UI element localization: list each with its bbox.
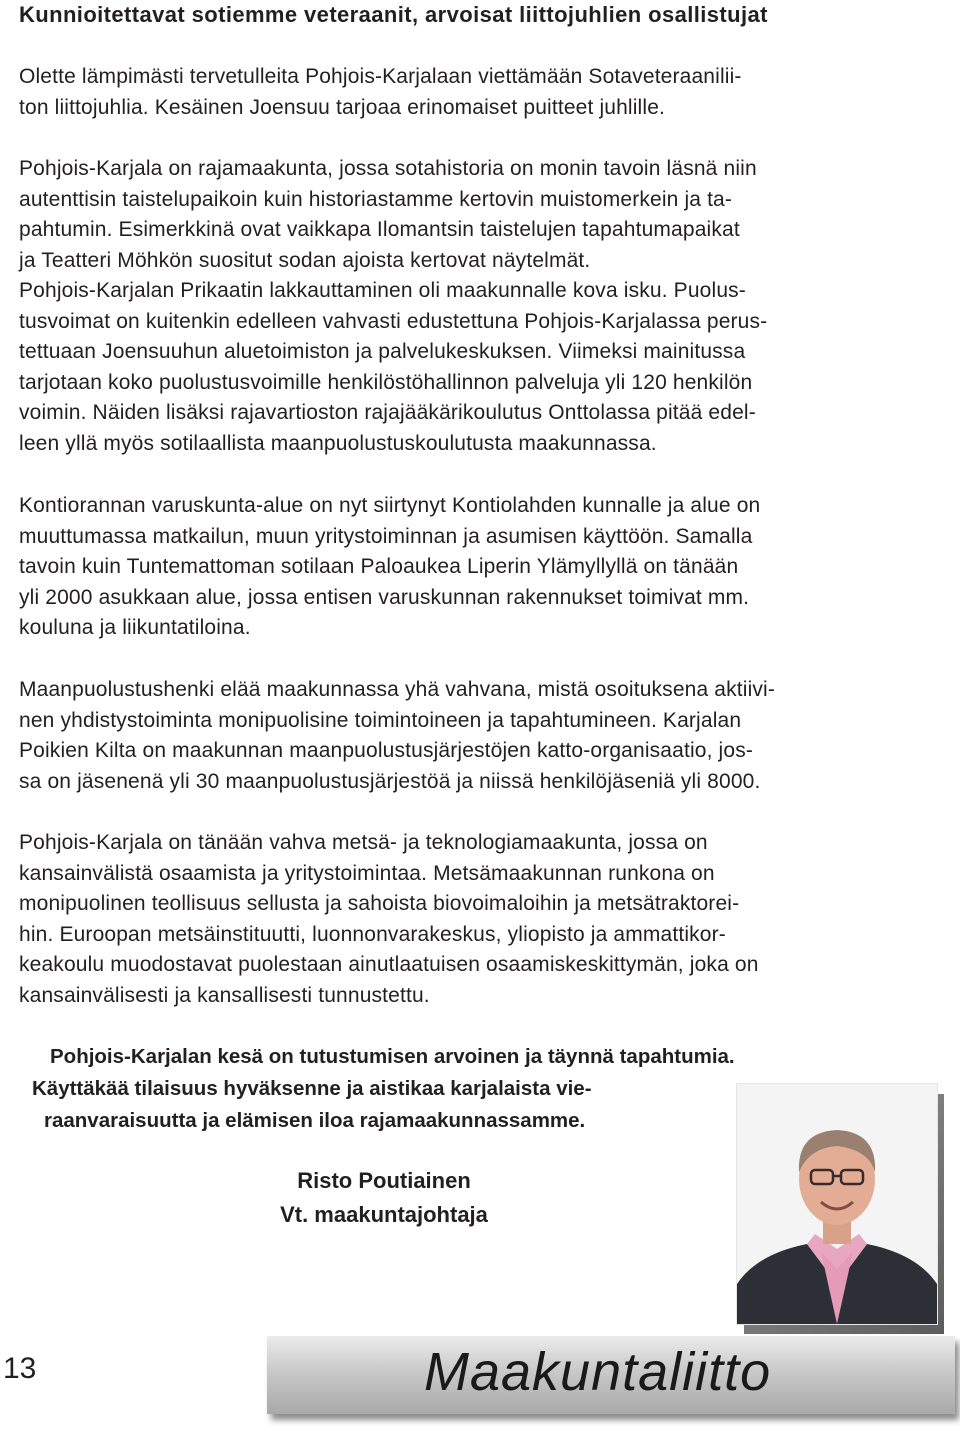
- paragraph-line: tusvoimat on kuitenkin edelleen vahvasti edustettuna Pohjois-Karjalassa perus-: [19, 309, 768, 333]
- paragraph-line: leen yllä myös sotilaallista maanpuolustuskoulutusta maakunnassa.: [19, 431, 657, 455]
- closing-line: raanvaraisuutta ja elämisen iloa rajamaakunnassamme.: [44, 1109, 586, 1132]
- page-number: 13: [3, 1352, 37, 1385]
- paragraph-line: tarjotaan koko puolustusvoimille henkilöstöhallinnon palveluja yli 120 henkilön: [19, 370, 753, 394]
- paragraph-line: tavoin kuin Tuntemattoman sotilaan Paloaukea Liperin Ylämyllyllä on tänään: [19, 555, 739, 578]
- page-title: Kunnioitettavat sotiemme veteraanit, arvoisat liittojuhlien osallistujat: [19, 2, 768, 27]
- paragraph-line: voimin. Näiden lisäksi rajavartioston rajajääkärikoulutus Onttolassa pitää edel-: [19, 401, 756, 424]
- paragraph-line: pahtumin. Esimerkkinä ovat vaikkapa Ilomantsin taistelujen tapahtumapaikat: [19, 218, 740, 241]
- paragraph-line: sa on jäsenenä yli 30 maanpuolustusjärjestöä ja niissä henkilöjäseniä yli 8000.: [19, 769, 761, 793]
- paragraph-line: kouluna ja liikuntatiloina.: [19, 616, 251, 639]
- signature-role: Vt. maakuntajohtaja: [280, 1202, 488, 1227]
- paragraph-line: kansainvälisesti ja kansallisesti tunnustettu.: [19, 983, 430, 1007]
- publication-name: Maakuntaliitto: [424, 1342, 772, 1402]
- closing-line: Käyttäkää tilaisuus hyväksenne ja aistikaa karjalaista vie-: [32, 1077, 592, 1100]
- paragraph-line: tettuaan Joensuuhun aluetoimiston ja palvelukeskuksen. Viimeksi mainitussa: [19, 340, 746, 363]
- paragraph-military-history: [19, 154, 937, 459]
- signature-block: [214, 1164, 554, 1232]
- paragraph-line: monipuolinen teollisuus sellusta ja sahoista biovoimaloihin ja metsätraktorei-: [19, 892, 740, 915]
- portrait-photo: [736, 1083, 938, 1325]
- paragraph-line: Poikien Kilta on maakunnan maanpuolustusjärjestöjen katto-organisaatio, jos-: [19, 739, 753, 762]
- paragraph-welcome: [19, 62, 937, 123]
- paragraph-line: Pohjois-Karjala on tänään vahva metsä- ja teknologiamaakunta, jossa on: [19, 831, 708, 854]
- paragraph-line: Maanpuolustushenki elää maakunnassa yhä vahvana, mistä osoituksena aktiivi-: [19, 678, 776, 701]
- paragraph-line: Olette lämpimästi tervetulleita Pohjois-Karjalaan viettämään Sotaveteraanilii-: [19, 65, 742, 88]
- paragraph-line: muuttumassa matkailun, muun yritystoiminnan ja asumisen käyttöön. Samalla: [19, 524, 753, 548]
- paragraph-line: ton liittojuhlia. Kesäinen Joensuu tarjoaa erinomaiset puitteet juhlille.: [19, 95, 666, 119]
- portrait-illustration: [737, 1084, 937, 1324]
- paragraph-forest-technology: [19, 828, 937, 1011]
- paragraph-line: ja Teatteri Möhkön suositut sodan ajoista kertovat näytelmät.: [19, 248, 591, 272]
- closing-line: Pohjois-Karjalan kesä on tutustumisen arvoinen ja täynnä tapahtumia.: [50, 1045, 735, 1068]
- paragraph-garrison: [19, 491, 937, 644]
- paragraph-line: Pohjois-Karjala on rajamaakunta, jossa sotahistoria on monin tavoin läsnä niin: [19, 157, 757, 180]
- signature-name: Risto Poutiainen: [297, 1168, 471, 1193]
- paragraph-line: Kontiorannan varuskunta-alue on nyt siirtynyt Kontiolahden kunnalle ja alue on: [19, 494, 761, 517]
- paragraph-line: autenttisin taistelupaikoin kuin historiastamme kertovin muistomerkein ja ta-: [19, 187, 733, 211]
- paragraph-line: kansainvälistä osaamista ja yritystoimintaa. Metsämaakunnan runkona on: [19, 861, 715, 885]
- paragraph-line: Pohjois-Karjalan Prikaatin lakkauttaminen oli maakunnalle kova isku. Puolus-: [19, 279, 746, 302]
- paragraph-line: yli 2000 asukkaan alue, jossa entisen varuskunnan rakennukset toimivat mm.: [19, 585, 750, 609]
- paragraph-line: hin. Euroopan metsäinstituutti, luonnonvarakeskus, yliopisto ja ammattikor-: [19, 922, 726, 946]
- paragraph-line: nen yhdistystoiminta monipuolisine toimintoineen ja tapahtumineen. Karjalan: [19, 708, 742, 732]
- paragraph-line: keakoulu muodostavat puolestaan ainutlaatuisen osaamiskeskittymän, joka on: [19, 953, 759, 976]
- paragraph-defence-spirit: [19, 675, 937, 797]
